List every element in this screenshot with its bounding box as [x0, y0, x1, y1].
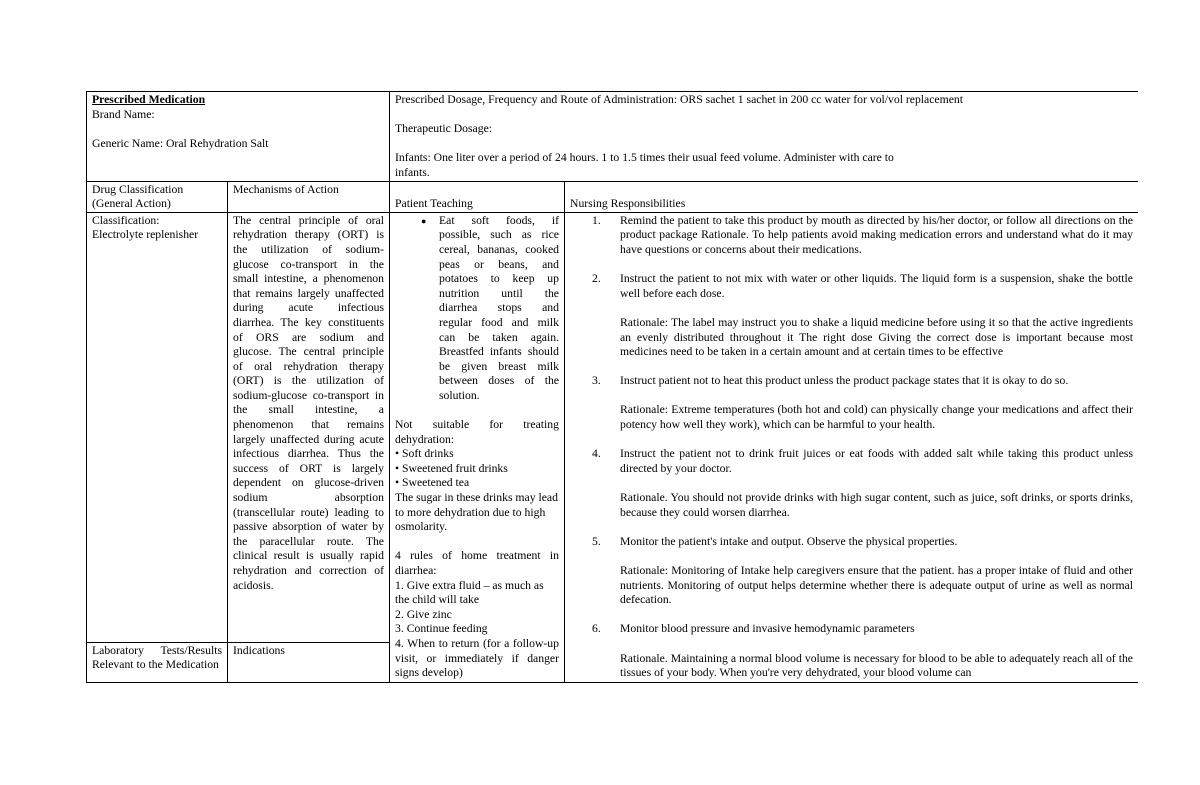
item-number: 5.: [592, 534, 601, 548]
drug-classification-label: Drug Classification: [92, 182, 184, 196]
drink-item: • Soft drinks: [395, 447, 454, 461]
teaching-bullet-list: [395, 214, 559, 404]
list-item: [421, 213, 559, 404]
list-item: [570, 622, 1133, 637]
rule-item: 3. Continue feeding: [395, 622, 488, 636]
infants-line-1: Infants: One liter over a period of 24 hours. 1 to 1.5 times their usual feed volume. Administer with care to: [395, 151, 894, 165]
nursing-list: [570, 374, 1133, 389]
list-item: [570, 447, 1133, 476]
nursing-item-text: Remind the patient to take this product by mouth as directed by his/her doctor, or follow all directions on the product package Rationale. To help patients avoid making medication errors and understand what do it may have questions or concerns about their medications.: [620, 213, 1133, 256]
column-header-row: [87, 181, 1139, 212]
brand-name-label: Brand Name:: [92, 107, 155, 121]
teaching-bullet-text: Eat soft foods, if possible, such as rice cereal, bananas, cooked peas or beans, and potatoes to keep up nutrition until the diarrhea stops and regular food and milk can be taken again. Breastfed infants should be given breast milk between doses of the solution.: [439, 213, 559, 402]
drug-classification-header: [87, 181, 228, 212]
mechanisms-header: [228, 181, 390, 212]
nursing-item-text: Monitor blood pressure and invasive hemodynamic parameters: [620, 622, 915, 636]
bullet-icon: ●: [421, 215, 427, 226]
mechanisms-label: Mechanisms of Action: [233, 182, 339, 196]
patient-teaching-header: [390, 181, 565, 212]
list-item: [570, 535, 1133, 550]
lab-tests-cell: [87, 642, 228, 682]
generic-name: Generic Name: Oral Rehydration Salt: [92, 136, 269, 150]
drink-item: • Sweetened fruit drinks: [395, 461, 508, 475]
prescribed-medication-cell: [87, 92, 390, 182]
indications-cell: [228, 642, 390, 682]
nursing-item-text: Instruct the patient to not mix with water or other liquids. The liquid form is a suspension, shake the bottle well before each dose.: [620, 272, 1133, 300]
rationale-text: Rationale: Extreme temperatures (both hot and cold) can physically change your medications and affect their potency how well they work), which can be harmful to your health.: [620, 403, 1133, 432]
item-number: 3.: [592, 374, 601, 388]
list-item: [570, 272, 1133, 301]
rule-item: 2. Give zinc: [395, 607, 452, 621]
rationale-text: Rationale: The label may instruct you to shake a liquid medicine before using it so that the active ingredients an evenly distributed throughout it The right dose Giving the correct dose is important because most medicines need to be taken in a certain amount and at certain times to be effective: [620, 315, 1133, 359]
lab-tests-label: Laboratory Tests/Results Relevant to the Medication: [92, 643, 222, 672]
rationale-text: Rationale. You should not provide drinks with high sugar content, such as juice, soft drinks, or sports drinks, because they could worsen diarrhea.: [620, 491, 1133, 519]
mechanism-text: The central principle of oral rehydration therapy (ORT) is the utilization of sodium-glucose co-transport in the small intestine, a phenomenon that remains largely unaffected during acute infectious diarrhea. The key constituents of ORS are sodium and glucose. The central principle of oral rehydration therapy (ORT) is the utilization of sodium-glucose co-transport in the small intestine, a phenomenon that remains largely unaffected during acute infectious diarrhea. Thus the success of ORT is largely dependent on glucose-driven sodium absorption (transcellular route) leading to passive absorption of water by the paracellular route. The clinical result is usually rapid rehydration and correction of acidosis.: [233, 213, 384, 592]
rule-item: 4. When to return (for a follow-up visit, or immediately if danger signs develop): [395, 636, 559, 680]
header-row: [87, 92, 1139, 182]
nursing-list: [570, 447, 1133, 476]
dosage-cell: [390, 92, 1139, 182]
nursing-responsibilities-cell: [565, 212, 1139, 682]
nursing-item-text: Instruct the patient not to drink fruit juices or eat foods with added salt while taking this product unless directed by your doctor.: [620, 447, 1133, 475]
nursing-list: [570, 535, 1133, 550]
patient-teaching-label: Patient Teaching: [395, 197, 473, 211]
classification-label: Classification:: [92, 213, 160, 227]
classification-value: Electrolyte replenisher: [92, 228, 199, 242]
nursing-label: Nursing Responsibilities: [570, 197, 686, 211]
drug-study-table: [86, 91, 1138, 683]
item-number: 6.: [592, 622, 601, 636]
medication-table-page: [86, 91, 1138, 683]
list-item: [570, 374, 1133, 389]
nursing-list: [570, 622, 1133, 637]
dosage-line: Prescribed Dosage, Frequency and Route of Administration: ORS sachet 1 sachet in 200 cc water for vol/vol replacement: [395, 93, 963, 106]
nursing-item-text: Monitor the patient's intake and output. Observe the physical properties.: [620, 534, 958, 548]
sugar-note: The sugar in these drinks may lead to more dehydration due to high osmolarity.: [395, 491, 558, 534]
item-number: 1.: [592, 213, 601, 227]
prescribed-title: Prescribed Medication: [92, 93, 206, 106]
item-number: 4.: [592, 447, 601, 461]
drink-item: • Sweetened tea: [395, 476, 470, 490]
item-number: 2.: [592, 272, 601, 286]
classification-cell: [87, 212, 228, 642]
not-suitable-text: Not suitable for treating dehydration:: [395, 418, 559, 446]
mechanism-cell: [228, 212, 390, 642]
nursing-list: [570, 272, 1133, 301]
general-action-label: (General Action): [92, 197, 171, 211]
therapeutic-label: Therapeutic Dosage:: [395, 122, 493, 136]
list-item: [570, 214, 1133, 258]
rules-title: 4 rules of home treatment in diarrhea:: [395, 549, 559, 577]
rule-item: 1. Give extra fluid – as much as the child will take: [395, 578, 544, 607]
nursing-header: [565, 181, 1139, 212]
rationale-text: Rationale. Maintaining a normal blood volume is necessary for blood to be able to adequately reach all of the tissues of your body. When you're very dehydrated, your blood volume can: [620, 651, 1133, 680]
rationale-text: Rationale: Monitoring of Intake help caregivers ensure that the patient. has a proper intake of fluid and other nutrients. Monitoring of output helps determine whether there is adequate output of urine as well as normal defecation.: [620, 564, 1133, 607]
nursing-list: [570, 214, 1133, 258]
patient-teaching-cell: [390, 212, 565, 682]
nursing-item-text: Instruct patient not to heat this product unless the product package states that it is okay to do so.: [620, 374, 1069, 388]
content-row: [87, 212, 1139, 642]
infants-line-2: infants.: [395, 165, 430, 179]
indications-label: Indications: [233, 643, 285, 657]
